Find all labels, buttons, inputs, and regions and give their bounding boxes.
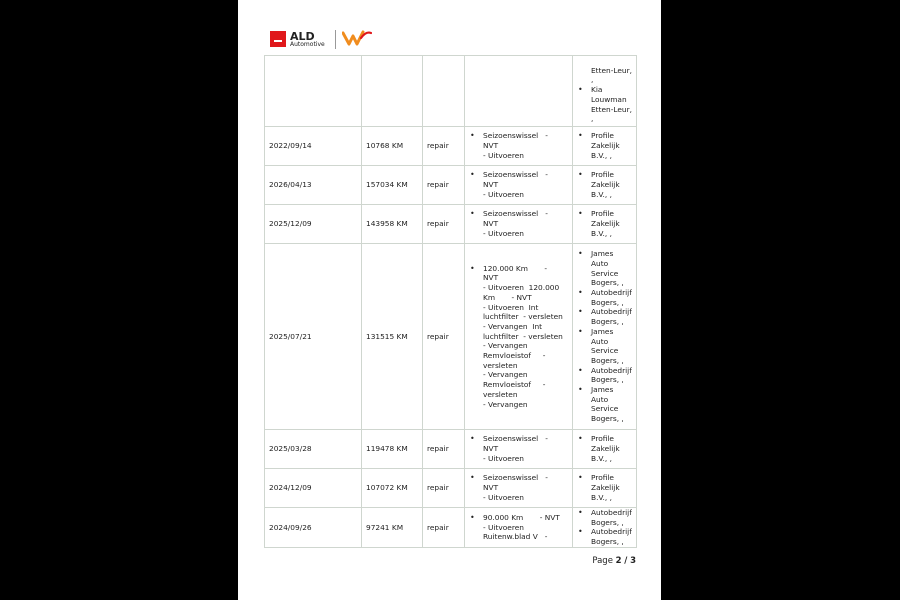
- garage-line: Bogers, ,: [591, 414, 624, 424]
- table-row: [265, 508, 637, 548]
- activity-line: - Uitvoeren: [483, 522, 524, 532]
- page-label: Page: [592, 556, 613, 566]
- garage-item: [577, 170, 632, 199]
- activity-line: • Seizoenswissel -: [483, 209, 548, 219]
- date-cell: 2024/09/26: [265, 508, 362, 548]
- garage-line: • Profile: [591, 131, 614, 141]
- activity-line: NVT: [483, 180, 499, 190]
- ald-logo-icon: [270, 31, 286, 47]
- activity-line: - Vervangen: [483, 341, 528, 351]
- garage-item: [577, 434, 632, 463]
- activities-cell: [465, 244, 573, 430]
- garage-line: Bogers, ,: [591, 517, 624, 527]
- activity-line: NVT: [483, 444, 499, 454]
- type-cell: repair: [423, 166, 465, 205]
- activities-cell: [465, 205, 573, 244]
- garages-cell: [573, 56, 637, 127]
- garages-cell: [573, 508, 637, 548]
- garage-line: Etten-Leur,: [591, 104, 632, 114]
- mileage-cell: 97241 KM: [362, 508, 423, 548]
- activities-cell: [465, 56, 573, 127]
- garage-line: B.V., ,: [591, 150, 612, 160]
- activity-item: [469, 264, 568, 410]
- activity-item: [469, 131, 568, 160]
- garage-line: ,: [591, 114, 594, 124]
- garage-line: • Profile: [591, 434, 614, 444]
- activity-line: NVT: [483, 273, 499, 283]
- garage-line: B.V., ,: [591, 492, 612, 502]
- garage-line: ,: [591, 75, 594, 85]
- ald-brand-name: ALD: [290, 30, 315, 43]
- activity-line: Remvloeistof -: [483, 380, 546, 390]
- garage-line: • Profile: [591, 209, 614, 219]
- activity-line: versleten: [483, 360, 518, 370]
- mileage-cell: 10768 KM: [362, 127, 423, 166]
- garage-list: [577, 209, 632, 238]
- activity-line: • 90.000 Km - NVT: [483, 512, 560, 522]
- garage-item: [577, 307, 632, 326]
- document-page: [238, 0, 661, 600]
- table-row: [265, 166, 637, 205]
- maintenance-history-table: [264, 55, 637, 548]
- garage-item: [577, 209, 632, 238]
- garages-cell: [573, 244, 637, 430]
- activity-line: - Vervangen: [483, 399, 528, 409]
- type-cell: repair: [423, 127, 465, 166]
- activity-list: [469, 434, 568, 463]
- activity-list: [469, 131, 568, 160]
- activity-line: - Uitvoeren: [483, 189, 524, 199]
- table-row: [265, 205, 637, 244]
- garages-cell: [573, 205, 637, 244]
- activity-line: versleten: [483, 389, 518, 399]
- garage-line: Service: [591, 404, 619, 414]
- activity-item: [469, 434, 568, 463]
- garage-line: Service: [591, 346, 619, 356]
- page-current: 2: [615, 556, 622, 566]
- ald-brand-sub: Automotive: [290, 41, 325, 48]
- activity-line: NVT: [483, 219, 499, 229]
- activity-line: • Seizoenswissel -: [483, 170, 548, 180]
- date-cell: 2026/04/13: [265, 166, 362, 205]
- activities-cell: [465, 127, 573, 166]
- garage-line: Auto: [591, 394, 609, 404]
- garage-line: B.V., ,: [591, 453, 612, 463]
- table-row: [265, 127, 637, 166]
- garage-line: B.V., ,: [591, 189, 612, 199]
- date-cell: 2025/03/28: [265, 430, 362, 469]
- activity-item: [469, 209, 568, 238]
- garage-list: [577, 56, 632, 124]
- activity-line: - Uitvoeren 120.000: [483, 283, 560, 293]
- activity-line: - Uitvoeren: [483, 150, 524, 160]
- garage-line: Bogers, ,: [591, 297, 624, 307]
- garage-item: [577, 327, 632, 366]
- garage-line: • Autobedrijf: [591, 365, 632, 375]
- type-cell: repair: [423, 244, 465, 430]
- mileage-cell: 131515 KM: [362, 244, 423, 430]
- date-cell: 2025/07/21: [265, 244, 362, 430]
- activity-list: [469, 264, 568, 410]
- garage-list: [577, 249, 632, 424]
- activity-line: Km - NVT: [483, 292, 532, 302]
- garage-line: Louwman: [591, 94, 627, 104]
- garage-line: Zakelijk: [591, 141, 620, 151]
- garage-line: Bogers, ,: [591, 537, 624, 547]
- garage-line: Bogers, ,: [591, 317, 624, 327]
- activity-line: Remvloeistof -: [483, 351, 546, 361]
- activity-line: • Seizoenswissel -: [483, 473, 548, 483]
- garage-line: • James: [591, 385, 614, 395]
- activities-cell: [465, 430, 573, 469]
- activity-list: [469, 473, 568, 502]
- garage-item: [577, 85, 632, 124]
- garage-item: [577, 527, 632, 546]
- garage-list: [577, 170, 632, 199]
- type-cell: [423, 56, 465, 127]
- w-swoosh-logo-icon: [342, 29, 372, 47]
- activity-line: Ruitenw.blad V -: [483, 532, 548, 542]
- garages-cell: [573, 469, 637, 508]
- activity-line: • 120.000 Km -: [483, 263, 548, 273]
- mileage-cell: 143958 KM: [362, 205, 423, 244]
- garage-line: • Kia: [591, 85, 603, 95]
- page-total: 3: [630, 556, 636, 566]
- activity-list: [469, 209, 568, 238]
- activity-line: - Uitvoeren: [483, 228, 524, 238]
- garage-list: [577, 508, 632, 547]
- activity-item: [469, 170, 568, 199]
- activity-line: NVT: [483, 141, 499, 151]
- activity-line: • Seizoenswissel -: [483, 434, 548, 444]
- date-cell: 2025/12/09: [265, 205, 362, 244]
- date-cell: [265, 56, 362, 127]
- garages-cell: [573, 127, 637, 166]
- activities-cell: [465, 166, 573, 205]
- garage-line: Bogers, ,: [591, 375, 624, 385]
- activity-item: [469, 513, 568, 542]
- garage-line: • Autobedrijf: [591, 508, 632, 517]
- garage-item: [577, 508, 632, 527]
- mileage-cell: [362, 56, 423, 127]
- activity-list: [469, 513, 568, 542]
- type-cell: repair: [423, 205, 465, 244]
- garage-line: • Autobedrijf: [591, 527, 632, 537]
- garage-item: [577, 385, 632, 424]
- garage-item: [577, 131, 632, 160]
- garage-line: B.V., ,: [591, 228, 612, 238]
- table-row: [265, 56, 637, 127]
- table-row: [265, 430, 637, 469]
- garage-line: Bogers, ,: [591, 355, 624, 365]
- garage-line: Etten-Leur,: [591, 65, 632, 75]
- garage-item: [577, 288, 632, 307]
- date-cell: 2022/09/14: [265, 127, 362, 166]
- garage-item: [577, 56, 632, 85]
- garages-cell: [573, 430, 637, 469]
- garage-list: [577, 131, 632, 160]
- activity-line: - Vervangen Int: [483, 321, 543, 331]
- mileage-cell: 119478 KM: [362, 430, 423, 469]
- activity-line: - Vervangen: [483, 370, 528, 380]
- table-row: [265, 244, 637, 430]
- garage-list: [577, 434, 632, 463]
- garage-line: • James: [591, 249, 614, 259]
- garage-line: • James: [591, 326, 614, 336]
- garage-line: [591, 56, 632, 66]
- garage-item: [577, 366, 632, 385]
- activities-cell: [465, 469, 573, 508]
- garage-line: • Autobedrijf: [591, 307, 632, 317]
- activities-cell: [465, 508, 573, 548]
- type-cell: repair: [423, 469, 465, 508]
- activity-item: [469, 473, 568, 502]
- date-cell: 2024/12/09: [265, 469, 362, 508]
- garage-line: Service: [591, 268, 619, 278]
- garage-item: [577, 473, 632, 502]
- garages-cell: [573, 166, 637, 205]
- table-row: [265, 469, 637, 508]
- mileage-cell: 157034 KM: [362, 166, 423, 205]
- activity-line: NVT: [483, 483, 499, 493]
- garage-line: Zakelijk: [591, 483, 620, 493]
- activity-line: - Uitvoeren Int: [483, 302, 539, 312]
- activity-line: • Seizoenswissel -: [483, 131, 548, 141]
- garage-line: Auto: [591, 258, 609, 268]
- garage-line: Zakelijk: [591, 444, 620, 454]
- mileage-cell: 107072 KM: [362, 469, 423, 508]
- garage-line: Zakelijk: [591, 180, 620, 190]
- garage-line: Zakelijk: [591, 219, 620, 229]
- garage-item: [577, 249, 632, 288]
- page-separator: /: [624, 556, 628, 566]
- garage-line: Auto: [591, 336, 609, 346]
- garage-line: Bogers, ,: [591, 278, 624, 288]
- activity-line: - Uitvoeren: [483, 492, 524, 502]
- garage-line: • Autobedrijf: [591, 287, 632, 297]
- garage-list: [577, 473, 632, 502]
- logo-divider: [335, 30, 336, 49]
- page-indicator: [592, 556, 636, 566]
- garage-line: • Profile: [591, 473, 614, 483]
- activity-list: [469, 170, 568, 199]
- activity-line: luchtfilter - versleten: [483, 331, 563, 341]
- type-cell: repair: [423, 430, 465, 469]
- type-cell: repair: [423, 508, 465, 548]
- activity-line: luchtfilter - versleten: [483, 312, 563, 322]
- garage-line: • Profile: [591, 170, 614, 180]
- activity-line: - Uitvoeren: [483, 453, 524, 463]
